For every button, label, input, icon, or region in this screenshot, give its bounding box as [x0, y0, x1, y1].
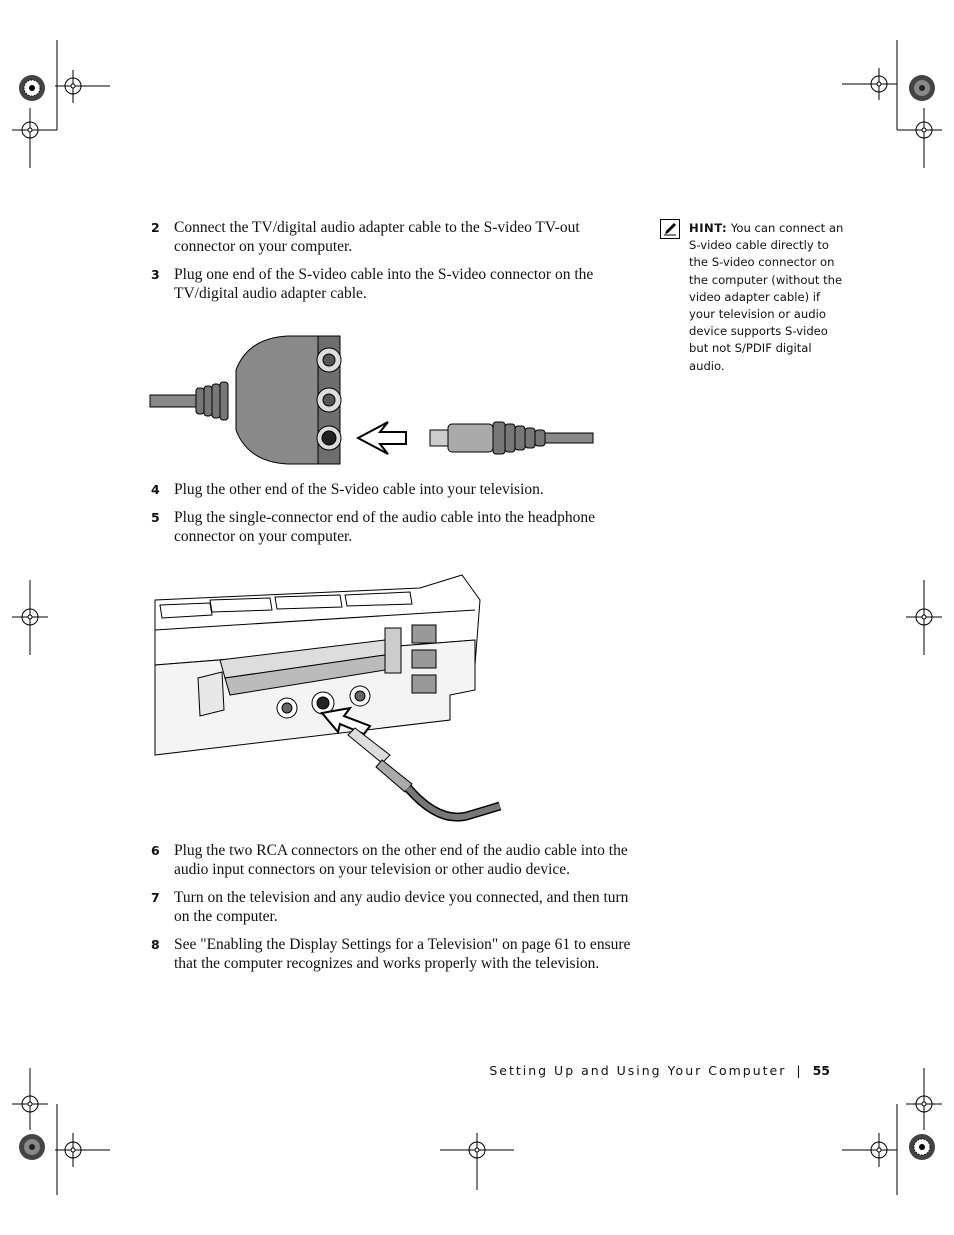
page-footer — [480, 1063, 830, 1078]
footer-section: Setting Up and Using Your Computer — [489, 1063, 787, 1078]
step-text: Plug the other end of the S-video cable into your television. — [174, 481, 544, 498]
step-text: Turn on the television and any audio device you connected, and then turn on the computer. — [174, 889, 629, 925]
step-number: 7 — [151, 890, 160, 905]
step-text: See "Enabling the Display Settings for a Television" on page 61 to ensure that the computer recognizes and works properly with the television. — [174, 936, 631, 972]
rca-ports — [317, 348, 341, 450]
hint-text: You can connect an S-video cable directly to the S-video connector on the computer (without the video adapter cable) if your television or audio device supports S-video but not S/PDIF digital audio. — [689, 221, 844, 373]
footer-separator: | — [796, 1063, 803, 1078]
step-number: 5 — [151, 510, 160, 525]
hint-note — [689, 220, 849, 375]
svideo-adapter-illustration — [148, 330, 608, 470]
page-number: 55 — [812, 1063, 830, 1078]
step-text: Plug the two RCA connectors on the other end of the audio cable into the audio input connectors on your television or other audio device. — [174, 842, 628, 878]
step-text: Plug the single-connector end of the audio cable into the headphone connector on your computer. — [174, 509, 595, 545]
step-number: 8 — [151, 937, 160, 952]
step-number: 6 — [151, 843, 160, 858]
hint-label: HINT: — [689, 221, 728, 235]
step-number: 2 — [151, 220, 160, 235]
step-number: 4 — [151, 482, 160, 497]
step-text: Plug one end of the S-video cable into the S-video connector on the TV/digital audio adapter cable. — [174, 266, 594, 302]
step-text: Connect the TV/digital audio adapter cable to the S-video TV-out connector on your computer. — [174, 219, 580, 255]
strain-relief — [196, 382, 228, 420]
step-number: 3 — [151, 267, 160, 282]
headphone-connection-illustration — [150, 570, 500, 830]
insert-arrow-icon — [358, 422, 406, 454]
hint-pencil-icon — [660, 219, 680, 239]
